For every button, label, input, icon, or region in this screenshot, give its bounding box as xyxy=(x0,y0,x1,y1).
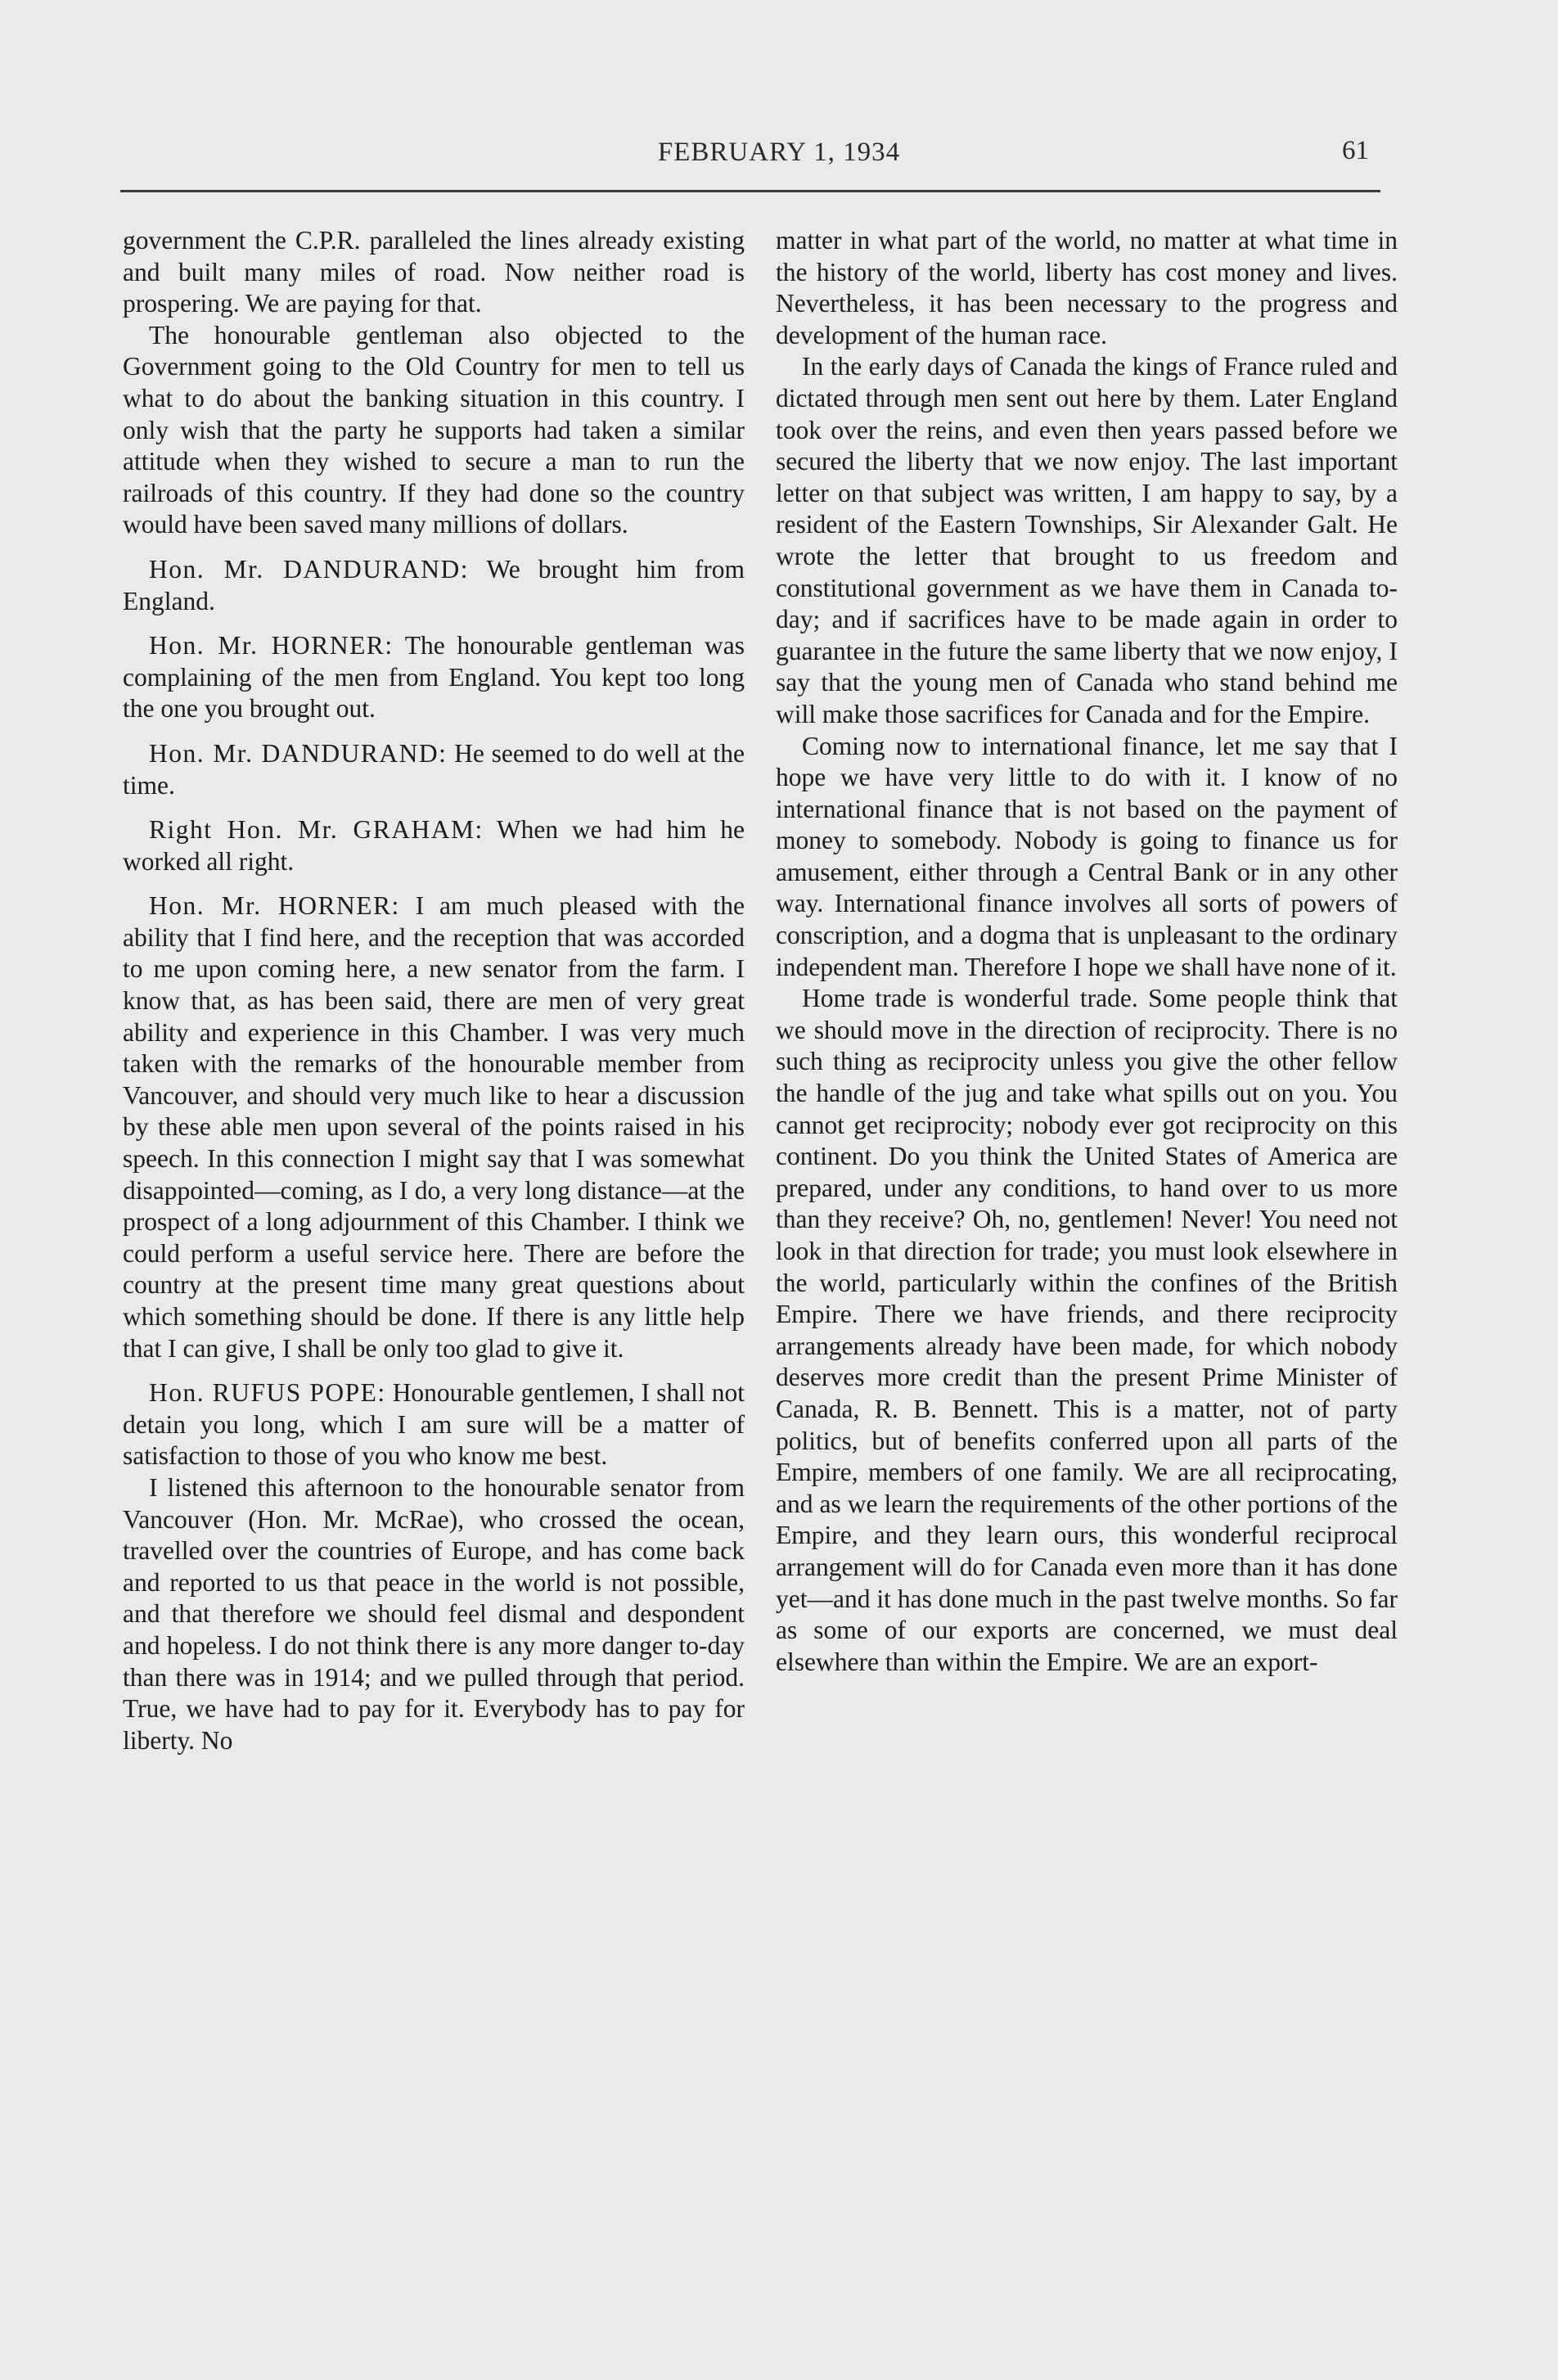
paragraph-text: Home trade is wonderful trade. Some people think that we should move in the direction of reciprocity. There is no such thing as reciprocity unless you give the other fellow the handle of the jug and take what spills out on you. You cannot get reciprocity; nobody ever got reciprocity on this continent. Do you think the United States of America are prepared, under any conditions, to hand over to us more than they receive? Oh, no, gentlemen! Never! You need not look in that direction for trade; you must look elsewhere in the world, particularly within the confines of the British Empire. There we have friends, and there reciprocity arrangements already have been made, for which nobody deserves more credit than the present Prime Minister of Canada, R. B. Bennett. This is a matter, not of party politics, but of benefits conferred upon all parts of the Empire, members of one family. We are all reciprocating, and as we learn the requirements of the other portions of the Empire, and they learn ours, this wonderful reciprocal arrangement will do for Canada even more than it has done yet—and it has done much in the past twelve months. So far as some of our exports are concerned, we must deal elsewhere than within the Empire. We are an export- xyxy=(776,984,1398,1676)
paragraph-text: He seemed to do well at the time. xyxy=(123,738,745,800)
paragraph-text: Coming now to international finance, let me say that I hope we have very little to do with it. I know of no international finance that is not based on the payment of money to somebody. Nobody is going to finance us for amusement, either through a Central Bank or in any other way. International finance involves all sorts of powers of conscription, and a dogma that is unpleasant to the ordinary independent man. Therefore I hope we shall have none of it. xyxy=(776,731,1398,981)
page-number: 61 xyxy=(1342,136,1369,165)
paragraph-text: The honourable gentleman also objected to the Government going to the Old Country for men to tell us what to do about the banking situation in this country. I only wish that the party he supports had taken a similar attitude when they wished to secure a man to run the railroads of this country. If they had done so the country would have been saved many millions of dollars. xyxy=(123,320,745,539)
speech-paragraph xyxy=(123,738,745,801)
paragraph-text: The honourable gentleman was complaining of the men from England. You kept too long the one you brought out. xyxy=(123,631,745,723)
paragraph-text: In the early days of Canada the kings of France ruled and dictated through men sent out here by them. Later England took over the reins, and even then years passed before we secured the liberty that we now enjoy. The last important letter on that subject was written, I am happy to say, by a resident of the Eastern Townships, Sir Alexander Galt. He wrote the letter that brought to us freedom and constitutional government as we have them in Canada to-day; and if sacrifices have to be made again in order to guarantee in the future the same liberty that we now enjoy, I say that the young men of Canada who stand behind me will make those sacrifices for Canada and for the Empire. xyxy=(776,352,1398,728)
paragraph xyxy=(776,731,1398,984)
paragraph-text: government the C.P.R. paralleled the lines already existing and built many miles of road. Now neither road is prospering. We are paying for that. xyxy=(123,226,745,318)
paragraph-text: We brought him from England. xyxy=(123,554,745,615)
paragraph xyxy=(776,351,1398,730)
speaker-name: Hon. Mr. DANDURAND: xyxy=(149,738,448,768)
paragraph xyxy=(123,1472,745,1756)
paragraph-text: Honourable gentlemen, I shall not detain you long, which I am sure will be a matter of satisfaction to those of you who know me best. xyxy=(123,1378,745,1471)
page-date-header: FEBRUARY 1, 1934 xyxy=(657,137,901,167)
paragraph-text: When we had him he worked all right. xyxy=(123,815,745,876)
paragraph xyxy=(776,983,1398,1678)
speaker-name: Hon. Mr. DANDURAND: xyxy=(149,554,470,584)
paragraph xyxy=(123,320,745,541)
paragraph-text: I am much pleased with the ability that I find here, and the reception that was accorded to me upon coming here, a new senator from the farm. I know that, as has been said, there are men of very great ability and experience in this Chamber. I was very much taken with the remarks of the honourable member from Vancouver, and should very much like to hear a discussion by these able men upon several of the points raised in his speech. In this connection I might say that I was somewhat disappointed—coming, as I do, a very long distance—at the prospect of a long adjournment of this Chamber. I think we could perform a useful service here. There are before the country at the present time many great questions about which something should be done. If there is any little help that I can give, I shall be only too glad to give it. xyxy=(123,891,745,1363)
left-column xyxy=(123,225,745,1756)
speaker-name: Hon. Mr. HORNER: xyxy=(149,631,394,660)
speaker-name: Right Hon. Mr. GRAHAM: xyxy=(149,815,484,845)
speech-paragraph xyxy=(123,890,745,1364)
speech-paragraph xyxy=(123,814,745,877)
speech-paragraph xyxy=(123,1377,745,1472)
speaker-name: Hon. Mr. HORNER: xyxy=(149,891,400,921)
speech-paragraph xyxy=(123,554,745,617)
right-column xyxy=(776,225,1398,1678)
speech-paragraph xyxy=(123,630,745,725)
header-rule xyxy=(120,190,1380,192)
speaker-name: Hon. RUFUS POPE: xyxy=(149,1378,386,1408)
continued-paragraph xyxy=(123,225,745,320)
paragraph-text: matter in what part of the world, no matter at what time in the history of the world, liberty has cost money and lives. Nevertheless, it has been necessary to the progress and development of the human race. xyxy=(776,226,1398,349)
continued-paragraph xyxy=(776,225,1398,351)
paragraph-text: I listened this afternoon to the honourable senator from Vancouver (Hon. Mr. McRae), who crossed the ocean, travelled over the countries of Europe, and has come back and reported to us that peace in the world is not possible, and that therefore we should feel dismal and despondent and hopeless. I do not think there is any more danger to-day than there was in 1914; and we pulled through that period. True, we have had to pay for it. Everybody has to pay for liberty. No xyxy=(123,1472,745,1755)
